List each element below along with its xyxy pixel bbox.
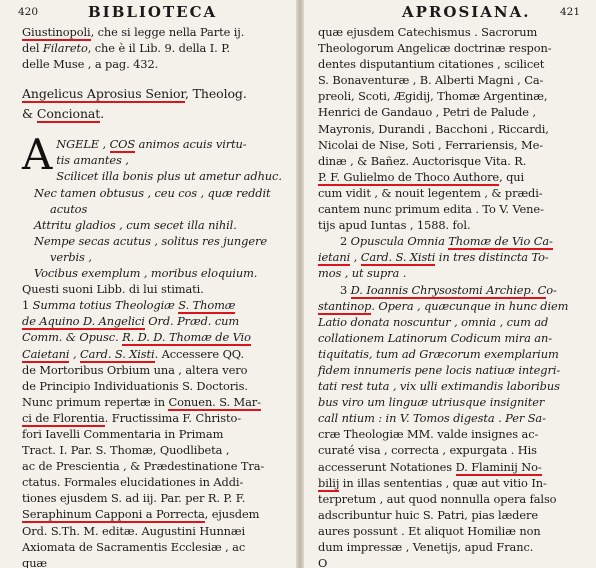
text-span: del bbox=[22, 41, 43, 56]
text-span: de Principio Individuationis S. Doctoris. bbox=[22, 378, 248, 393]
text-span: - bbox=[553, 282, 557, 297]
line-gap bbox=[0, 72, 294, 84]
text-line bbox=[0, 56, 294, 72]
text-line bbox=[0, 362, 294, 378]
text-span: Ord. Præd. cum bbox=[144, 314, 240, 329]
text-line bbox=[0, 217, 294, 233]
underlined-text: P. F. Gulielmo de Thoco Authore bbox=[318, 169, 500, 184]
text-line bbox=[306, 104, 594, 120]
text-span: , Theolog. bbox=[184, 86, 247, 102]
text-line bbox=[0, 24, 294, 40]
text-span: , bbox=[69, 346, 81, 361]
text-span: ac de Prescientia , & Prædestinatione Tra- bbox=[22, 459, 265, 474]
text-line bbox=[306, 217, 594, 233]
text-line bbox=[306, 410, 594, 426]
text-line bbox=[306, 249, 594, 265]
text-span: Opuscula Omnia bbox=[350, 234, 449, 249]
entry-heading-line bbox=[0, 104, 294, 124]
underlined-text: Card. S. Xisti bbox=[360, 250, 436, 265]
text-span: Comm. & Opusc. bbox=[22, 330, 123, 345]
text-span: cum vidit , & nouit legentem , & prædi- bbox=[318, 185, 543, 200]
text-span: NGELE , bbox=[56, 137, 110, 152]
text-line bbox=[0, 201, 294, 217]
text-span: Axiomata de Sacramentis Ecclesiæ , ac bbox=[22, 539, 246, 554]
text-line bbox=[306, 330, 594, 346]
text-line bbox=[0, 297, 294, 313]
text-line bbox=[306, 233, 594, 249]
text-line bbox=[0, 185, 294, 201]
text-span: Ord. S.Th. M. editæ. Augustini Hunnæi bbox=[22, 523, 246, 538]
text-span: o bbox=[546, 282, 554, 297]
text-line bbox=[306, 507, 594, 523]
text-span: de Mortoribus Orbium una , altera vero bbox=[22, 362, 248, 377]
text-span: tis amantes , bbox=[56, 153, 129, 168]
underlined-text: ci de Florentia bbox=[22, 410, 105, 425]
text-line bbox=[306, 24, 594, 40]
text-line bbox=[306, 314, 594, 330]
text-span: , qui bbox=[499, 169, 525, 184]
text-line bbox=[306, 72, 594, 88]
underlined-text: Thomæ de Vio Ca- bbox=[448, 234, 553, 249]
text-span: S. Bonaventuræ , B. Alberti Magni , Ca- bbox=[318, 73, 544, 88]
text-span: quæ bbox=[22, 555, 48, 568]
text-span: fori Iavelli Commentaria in Primam bbox=[22, 426, 224, 441]
underlined-text: Angelicus Aprosius Senior bbox=[22, 86, 185, 102]
text-line bbox=[0, 442, 294, 458]
text-line bbox=[306, 555, 594, 568]
text-span: in illas sententias , quæ aut vitio In- bbox=[339, 475, 547, 490]
text-line bbox=[0, 410, 294, 426]
left-running-title: BIBLIOTECA bbox=[88, 3, 218, 21]
text-line bbox=[0, 426, 294, 442]
underlined-text: ietani bbox=[318, 250, 351, 265]
text-line bbox=[306, 298, 594, 314]
text-span: curaté visa , correcta , expurgata . His bbox=[318, 443, 537, 458]
text-line bbox=[0, 281, 294, 297]
text-line bbox=[306, 265, 594, 281]
text-span: collationem Latinorum Codicum mira an- bbox=[318, 330, 552, 345]
text-line bbox=[0, 523, 294, 539]
text-line bbox=[0, 539, 294, 555]
text-line bbox=[0, 490, 294, 506]
text-span: animos acuis virtu- bbox=[135, 137, 247, 152]
text-line bbox=[306, 491, 594, 507]
underlined-text: Giustinopoli bbox=[22, 25, 91, 39]
text-span: delle Muse , a pag. 432. bbox=[22, 57, 159, 72]
text-line bbox=[0, 329, 294, 345]
text-span: Vocibus exemplum , moribus eloquium. bbox=[34, 266, 258, 281]
text-line bbox=[0, 265, 294, 281]
text-span: Henrici de Gandauo , Petri de Palude , bbox=[318, 105, 536, 120]
underlined-text: Seraphinum Capponi a Porrecta bbox=[22, 507, 205, 522]
text-span: dinæ , & Bañez. Auctorisque Vita. R. bbox=[318, 153, 527, 168]
text-line bbox=[0, 346, 294, 362]
text-line bbox=[306, 426, 594, 442]
text-line bbox=[0, 458, 294, 474]
text-span: cantem nunc primum edita . To V. Vene- bbox=[318, 202, 544, 217]
text-span: . Fructissima F. Christo- bbox=[104, 410, 241, 425]
text-line bbox=[306, 459, 594, 475]
text-line bbox=[306, 442, 594, 458]
text-span: Questi suoni Libb. di lui stimati. bbox=[22, 282, 204, 297]
text-line bbox=[306, 362, 594, 378]
text-span: Summa totius Theologiæ bbox=[32, 298, 179, 313]
text-line bbox=[306, 121, 594, 137]
text-span: Nec tamen obtusus , ceu cos , quæ reddit bbox=[34, 185, 271, 200]
text-span: mos , ut supra . bbox=[318, 266, 407, 281]
underlined-text: Conuen. S. Mar- bbox=[168, 394, 261, 409]
underlined-text: bilij bbox=[318, 475, 340, 490]
text-line bbox=[0, 474, 294, 490]
right-page-header bbox=[306, 0, 594, 24]
text-span: preoli, Scoti, Ægidij, Thomæ Argentinæ, bbox=[318, 89, 548, 104]
text-line bbox=[306, 169, 594, 185]
text-span: fidem innumeris pene locis natiuæ integri- bbox=[318, 362, 561, 377]
text-span: Scilicet illa bonis plus ut ametur adhuc. bbox=[56, 169, 282, 184]
text-span: 1 bbox=[22, 298, 33, 313]
text-line bbox=[306, 201, 594, 217]
text-span: call ntium : in V. Tomos digesta . Per Sa- bbox=[318, 411, 546, 426]
text-line bbox=[306, 539, 594, 555]
text-line bbox=[306, 475, 594, 491]
text-span: , che si legge nella Parte ij. bbox=[90, 25, 245, 39]
right-page bbox=[306, 0, 594, 568]
text-span: adscribuntur huic S. Patri, pias lædere bbox=[318, 507, 539, 522]
left-page-number: 420 bbox=[18, 6, 39, 18]
text-line bbox=[0, 249, 294, 265]
left-page bbox=[0, 0, 294, 568]
text-span: tati rest tuta , vix ulli extimandis laboribus bbox=[318, 379, 560, 394]
text-span: dentes disputantium citationes , scilicet bbox=[318, 57, 545, 72]
right-page-body bbox=[306, 24, 594, 568]
text-line bbox=[306, 378, 594, 394]
right-running-title: APROSIANA. bbox=[402, 3, 531, 21]
underlined-text: stantinop bbox=[318, 298, 372, 313]
underlined-text: COS bbox=[109, 137, 136, 152]
underlined-text: Caietani bbox=[22, 346, 70, 361]
text-span: ctatus. Formales elucidationes in Addi- bbox=[22, 475, 244, 490]
text-span: bus viro um linguæ utriusque insigniter bbox=[318, 395, 545, 410]
underlined-text: D. Ioannis Chrysostomi Archiep. C bbox=[350, 282, 547, 297]
book-gutter bbox=[296, 0, 304, 568]
text-span: in tres distincta To- bbox=[435, 250, 549, 265]
text-span: acutos bbox=[50, 201, 88, 216]
text-line bbox=[306, 40, 594, 56]
text-span: verbis , bbox=[50, 249, 92, 264]
text-line bbox=[306, 137, 594, 153]
underlined-text: S. Thomæ bbox=[178, 298, 236, 313]
text-line bbox=[306, 346, 594, 362]
underlined-text: R. D. D. Thomæ de Vio bbox=[122, 330, 251, 345]
left-page-body bbox=[0, 24, 294, 568]
text-span: quæ ejusdem Catechismus . Sacrorum bbox=[318, 25, 538, 39]
text-line bbox=[306, 523, 594, 539]
text-span: accesserunt Notationes bbox=[318, 459, 456, 474]
left-page-header bbox=[0, 0, 294, 24]
text-line bbox=[0, 394, 294, 410]
text-line bbox=[0, 555, 294, 568]
text-span: . bbox=[100, 106, 105, 122]
drop-cap-letter: A bbox=[22, 130, 53, 180]
underlined-text: Concionat bbox=[36, 106, 101, 122]
text-line bbox=[306, 56, 594, 72]
text-span: Nicolai de Nise, Soti , Ferrariensis, Me- bbox=[318, 137, 543, 152]
text-span: Nempe secas acutus , solitus res jungere bbox=[34, 233, 267, 248]
text-span: 3 bbox=[340, 282, 351, 297]
text-span: Tract. I. Par. S. Thomæ, Quodlibeta , bbox=[22, 443, 230, 458]
text-line bbox=[306, 185, 594, 201]
text-span: tiones ejusdem S. ad iij. Par. per R. P. F. bbox=[22, 491, 246, 506]
text-span: Attritu gladios , cum secet illa nihil. bbox=[34, 217, 237, 232]
text-span: Latio donata noscuntur , omnia , cum ad bbox=[318, 314, 549, 329]
right-page-number: 421 bbox=[560, 6, 581, 18]
text-line bbox=[0, 233, 294, 249]
text-span: aures possunt . Et aliquot Homiliæ non bbox=[318, 523, 541, 538]
text-line bbox=[306, 153, 594, 169]
text-span: , ejusdem bbox=[204, 507, 260, 522]
text-span: . Opera , quæcunque in hunc diem bbox=[371, 298, 569, 313]
text-span: Nunc primum repertæ in bbox=[22, 394, 169, 409]
text-line bbox=[306, 88, 594, 104]
text-span: cræ Theologiæ MM. valde insignes ac- bbox=[318, 427, 539, 442]
underlined-text: de Aquino D. Angelici bbox=[22, 314, 145, 329]
text-span: tiquitatis, tum ad Græcorum exemplarium bbox=[318, 346, 559, 361]
text-line bbox=[306, 282, 594, 298]
text-span: Theologorum Angelicæ doctrinæ respon- bbox=[318, 41, 552, 56]
text-span: Mayronis, Durandi , Bacchoni , Riccardi, bbox=[318, 121, 549, 136]
text-line bbox=[0, 378, 294, 394]
text-span: O bbox=[318, 556, 328, 568]
text-span: Filareto bbox=[42, 41, 88, 56]
text-span: , bbox=[350, 250, 361, 265]
underlined-text: D. Flaminij No- bbox=[455, 459, 542, 474]
text-line bbox=[0, 506, 294, 522]
entry-heading-line bbox=[0, 84, 294, 104]
underlined-text: Card. S. Xisti bbox=[80, 346, 155, 361]
text-span: & bbox=[22, 106, 37, 122]
text-span: 2 bbox=[340, 234, 351, 249]
text-line bbox=[0, 313, 294, 329]
text-line bbox=[306, 394, 594, 410]
text-span: . Accessere QQ. bbox=[154, 346, 244, 361]
text-span: , che è il Lib. 9. della I. P. bbox=[87, 41, 230, 56]
text-span: terpretum , aut quod nonnulla opera falso bbox=[318, 491, 557, 506]
text-span: dum impressæ , Venetijs, apud Franc. bbox=[318, 540, 534, 554]
text-span: tijs apud Iuntas , 1588. fol. bbox=[318, 218, 471, 233]
text-line bbox=[0, 40, 294, 56]
